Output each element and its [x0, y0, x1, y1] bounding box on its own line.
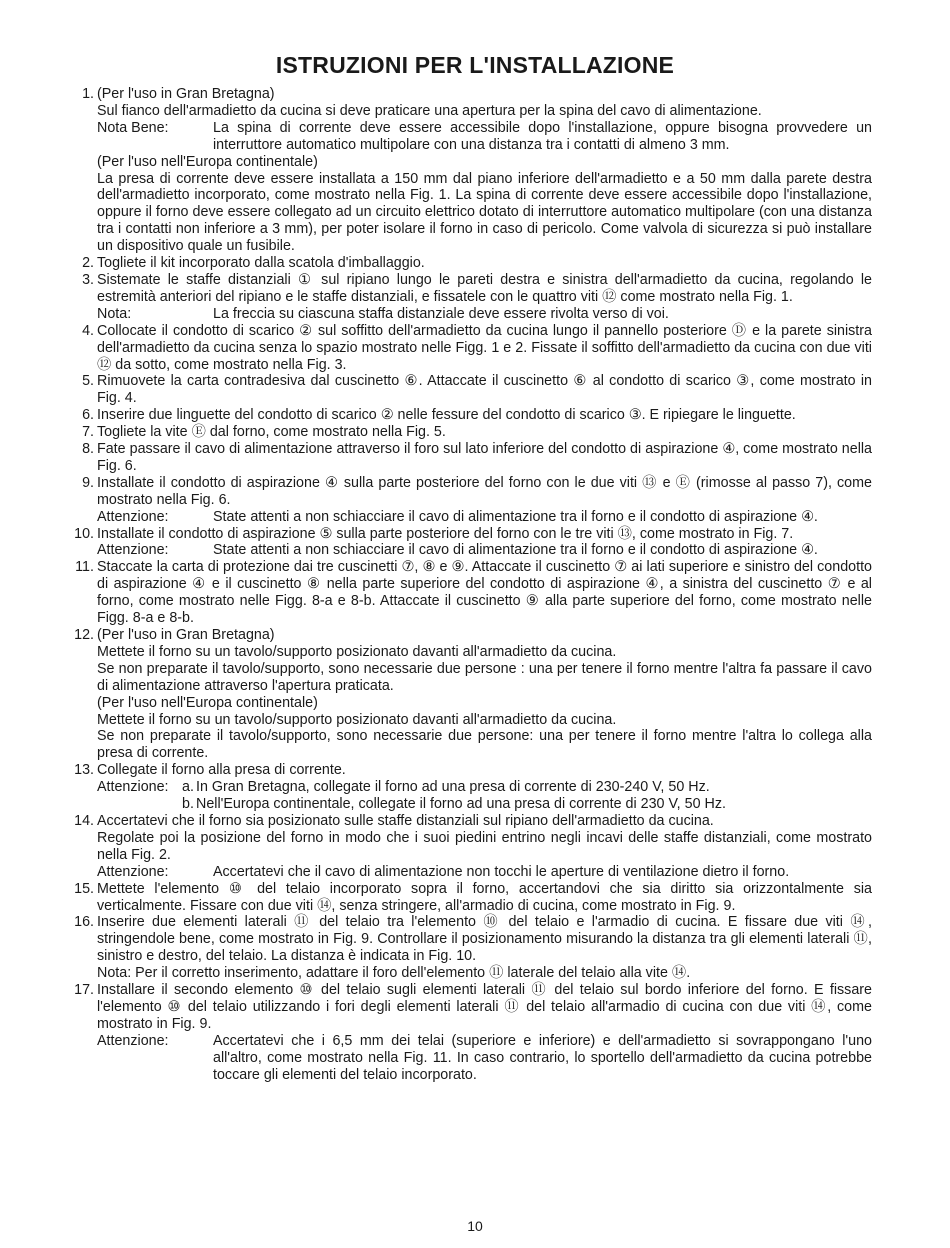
item-number: 9.	[82, 474, 94, 491]
note-text: La freccia su ciascuna staffa distanziale deve essere rivolta verso di voi.	[213, 305, 669, 322]
instruction-item	[72, 86, 872, 255]
note-text: La spina di corrente deve essere accessibile dopo l'installazione, oppure bisogna provvedere un interruttore automatico multipolare con una distanza tra i contatti di almeno 3 mm.	[213, 119, 872, 153]
instruction-item	[72, 424, 872, 441]
item-text: Regolate poi la posizione del forno in modo che i suoi piedini entrino negli incavi delle staffe distanziali, come mostrato nella Fig. 2.	[97, 829, 872, 863]
note-text: Nell'Europa continentale, collegate il forno ad una presa di corrente di 230 V, 50 Hz.	[196, 796, 726, 813]
note-label: Attenzione:	[97, 779, 169, 796]
note-text: State attenti a non schiacciare il cavo di alimentazione tra il forno e il condotto di aspirazione ④.	[213, 542, 818, 559]
item-text: Mettete il forno su un tavolo/supporto posizionato davanti all'armadietto da cucina.	[97, 711, 617, 728]
item-number: 13.	[74, 762, 94, 779]
item-text: Fate passare il cavo di alimentazione attraverso il foro sul lato inferiore del condotto di aspirazione ④, come mostrato nella Fig. 6.	[97, 441, 872, 474]
item-text: Togliete il kit incorporato dalla scatola d'imballaggio.	[97, 255, 425, 272]
item-text: Mettete il forno su un tavolo/supporto posizionato davanti all'armadietto da cucina.	[97, 643, 617, 660]
item-number: 15.	[74, 880, 94, 897]
note-text: Accertatevi che i 6,5 mm dei telai (superiore e inferiore) e dell'armadietto si sovrappongano l'uno all'altro, come mostrato nella Fig. 11. In caso contrario, lo sportello dell'armadietto da cucina potrebbe toccare gli elementi del telaio incorporato.	[213, 1032, 872, 1083]
instruction-item	[72, 627, 872, 762]
item-number: 6.	[82, 407, 94, 424]
note-label: Nota:	[97, 305, 132, 322]
item-text: Se non preparate il tavolo/supporto, sono necessarie due persone : una per tenere il forno mentre l'altra fa passare il cavo di alimentazione attraverso l'apertura praticata.	[97, 660, 872, 694]
note-label: Attenzione:	[97, 508, 169, 525]
item-note	[97, 1033, 872, 1084]
item-text: Inserire due elementi laterali ⑪ del telaio tra l'elemento ⑩ del telaio e l'armadio di cucina. E fissare due viti ⑭, stringendole bene, come mostrato in Fig. 9. Controllare il posizionamento misurando la distanza tra gli elementi laterali ⑪, sinistro e destro, del telaio. La distanza è indicata in Fig. 10.	[97, 914, 872, 965]
item-text: Mettete l'elemento ⑩ del telaio incorporato sopra il forno, accertandovi che sia diritto sia orizzontalmente sia verticalmente. Fissare con due viti ⑭, senza stringere, all'armadio di cucina, come mostrato in Fig. 9.	[97, 880, 872, 914]
item-text: Installare il secondo elemento ⑩ del telaio sugli elementi laterali ⑪ del telaio sul bordo inferiore del forno. E fissare l'elemento ⑩ del telaio utilizzando i fori degli elementi laterali ⑪ del telaio all'armadio di cucina con due viti ⑭, come mostrato in Fig. 9.	[97, 982, 872, 1032]
note-label: Attenzione:	[97, 1032, 169, 1049]
note-sub-entry	[97, 779, 872, 796]
instruction-item	[72, 407, 872, 424]
note-text: State attenti a non schiacciare il cavo di alimentazione tra il forno e il condotto di aspirazione ④.	[213, 508, 818, 525]
item-note: Nota: Per il corretto inserimento, adattare il foro dell'elemento ⑪ laterale del telaio alla vite ⑭.	[97, 965, 691, 982]
note-text: Accertatevi che il cavo di alimentazione non tocchi le aperture di ventilazione dietro il forno.	[213, 863, 790, 880]
item-number: 5.	[82, 373, 94, 390]
item-text: (Per l'uso in Gran Bretagna)	[97, 627, 275, 643]
instruction-item	[72, 881, 872, 915]
item-text: Sistemate le staffe distanziali ① sul ripiano lungo le pareti destra e sinistra dell'armadietto da cucina, regolando le estremità anteriori del ripiano e le staffe distanziali, e fissatele con le quattro viti ⑫ come mostrato nella Fig. 1.	[97, 271, 872, 305]
item-text: Installate il condotto di aspirazione ⑤ sulla parte posteriore del forno con le tre viti ⑬, come mostrato in Fig. 7.	[97, 525, 794, 542]
instruction-item	[72, 441, 872, 475]
note-label: Attenzione:	[97, 542, 169, 559]
item-text: Rimuovete la carta contradesiva dal cuscinetto ⑥. Attaccate il cuscinetto ⑥ al condotto di scarico ③, come mostrato in Fig. 4.	[97, 373, 872, 407]
note-label: Attenzione:	[97, 863, 169, 880]
instruction-item	[72, 255, 872, 272]
item-text: (Per l'uso in Gran Bretagna)	[97, 86, 275, 102]
item-note	[97, 864, 872, 881]
item-number: 3.	[82, 271, 94, 288]
instruction-item	[72, 982, 872, 1083]
item-text: (Per l'uso nell'Europa continentale)	[97, 153, 318, 170]
note-text: In Gran Bretagna, collegate il forno ad una presa di corrente di 230-240 V, 50 Hz.	[196, 779, 710, 796]
instruction-item	[72, 475, 872, 526]
item-note	[97, 120, 872, 154]
item-number: 1.	[82, 86, 94, 102]
note-sub-entry	[97, 796, 872, 813]
instruction-item	[72, 914, 872, 982]
item-text: Sul fianco dell'armadietto da cucina si deve praticare una apertura per la spina del cavo di alimentazione.	[97, 102, 762, 119]
item-number: 10.	[74, 525, 94, 542]
instruction-list	[72, 86, 872, 1083]
item-number: 12.	[74, 627, 94, 643]
item-text: La presa di corrente deve essere installata a 150 mm dal piano inferiore dell'armadietto e a 50 mm dalla parete destra dell'armadietto incorporato, come mostrato nella Fig. 1. La spina di corrente deve essere accessibile dopo l'installazione, oppure il forno deve essere collegato ad un circuito elettrico dotato di interruttore automatico multipolare (con una distanza tra i contatti non inferiore a 3 mm), per poter isolare il forno in caso di pericolo. Come valvola di sicurezza si può installare un dispositivo quale un fusibile.	[97, 170, 872, 255]
item-text: (Per l'uso nell'Europa continentale)	[97, 694, 318, 711]
note-label: Nota Bene:	[97, 119, 169, 136]
item-note	[97, 509, 872, 526]
instruction-item	[72, 323, 872, 374]
instruction-item	[72, 559, 872, 627]
instruction-item	[72, 272, 872, 323]
item-text: Collegate il forno alla presa di corrente.	[97, 762, 346, 779]
item-number: 16.	[74, 914, 94, 931]
note-label-spacer	[97, 796, 182, 813]
item-number: 8.	[82, 441, 94, 458]
item-number: 4.	[82, 322, 94, 339]
note-sub-letter: b.	[182, 796, 194, 813]
note-sub-letter: a.	[182, 779, 194, 796]
page-number: 10	[467, 1218, 483, 1234]
item-number: 14.	[74, 812, 94, 829]
item-text: Staccate la carta di protezione dai tre cuscinetti ⑦, ⑧ e ⑨. Attaccate il cuscinetto ⑦ ai lati superiore e sinistro del condotto di aspirazione ④ e il cuscinetto ⑧ nella parte superiore del condotto di aspirazione ④, a sinistra del cuscinetto ⑦ e al forno, come mostrato nelle Figg. 8-a e 8-b. Attaccate il cuscinetto ⑨ alla parte superiore del forno, come mostrato nelle Figg. 8-a e 8-b.	[97, 559, 872, 627]
item-number: 7.	[82, 424, 94, 441]
instruction-item	[72, 526, 872, 560]
instruction-item	[72, 373, 872, 407]
item-note	[97, 306, 872, 323]
item-text: Collocate il condotto di scarico ② sul soffitto dell'armadietto da cucina lungo il pannello posteriore Ⓓ e la parete sinistra dell'armadietto da cucina senza lo spazio mostrato nelle Figg. 1 e 2. Fissate il soffitto dell'armadietto da cucina con due viti ⑫ da sotto, come mostrato nella Fig. 3.	[97, 322, 872, 373]
instruction-item	[72, 762, 872, 813]
item-text: Inserire due linguette del condotto di scarico ② nelle fessure del condotto di scarico ③. E ripiegare le linguette.	[97, 407, 796, 424]
item-number: 11.	[75, 559, 94, 576]
item-text: Se non preparate il tavolo/supporto, sono necessarie due persone: una per tenere il forno mentre l'altra lo collega alla presa di corrente.	[97, 728, 872, 762]
item-note	[97, 542, 872, 559]
instruction-item	[72, 813, 872, 881]
item-text: Togliete la vite Ⓔ dal forno, come mostrato nella Fig. 5.	[97, 424, 446, 441]
item-number: 2.	[82, 255, 94, 272]
item-number: 17.	[74, 982, 94, 999]
item-text: Accertatevi che il forno sia posizionato sulle staffe distanziali sul ripiano dell'armadietto da cucina.	[97, 812, 714, 829]
item-text: Installate il condotto di aspirazione ④ sulla parte posteriore del forno con le due viti ⑬ e Ⓔ (rimosse al passo 7), come mostrato nella Fig. 6.	[97, 474, 872, 508]
page-title: ISTRUZIONI PER L'INSTALLAZIONE	[275, 52, 675, 78]
